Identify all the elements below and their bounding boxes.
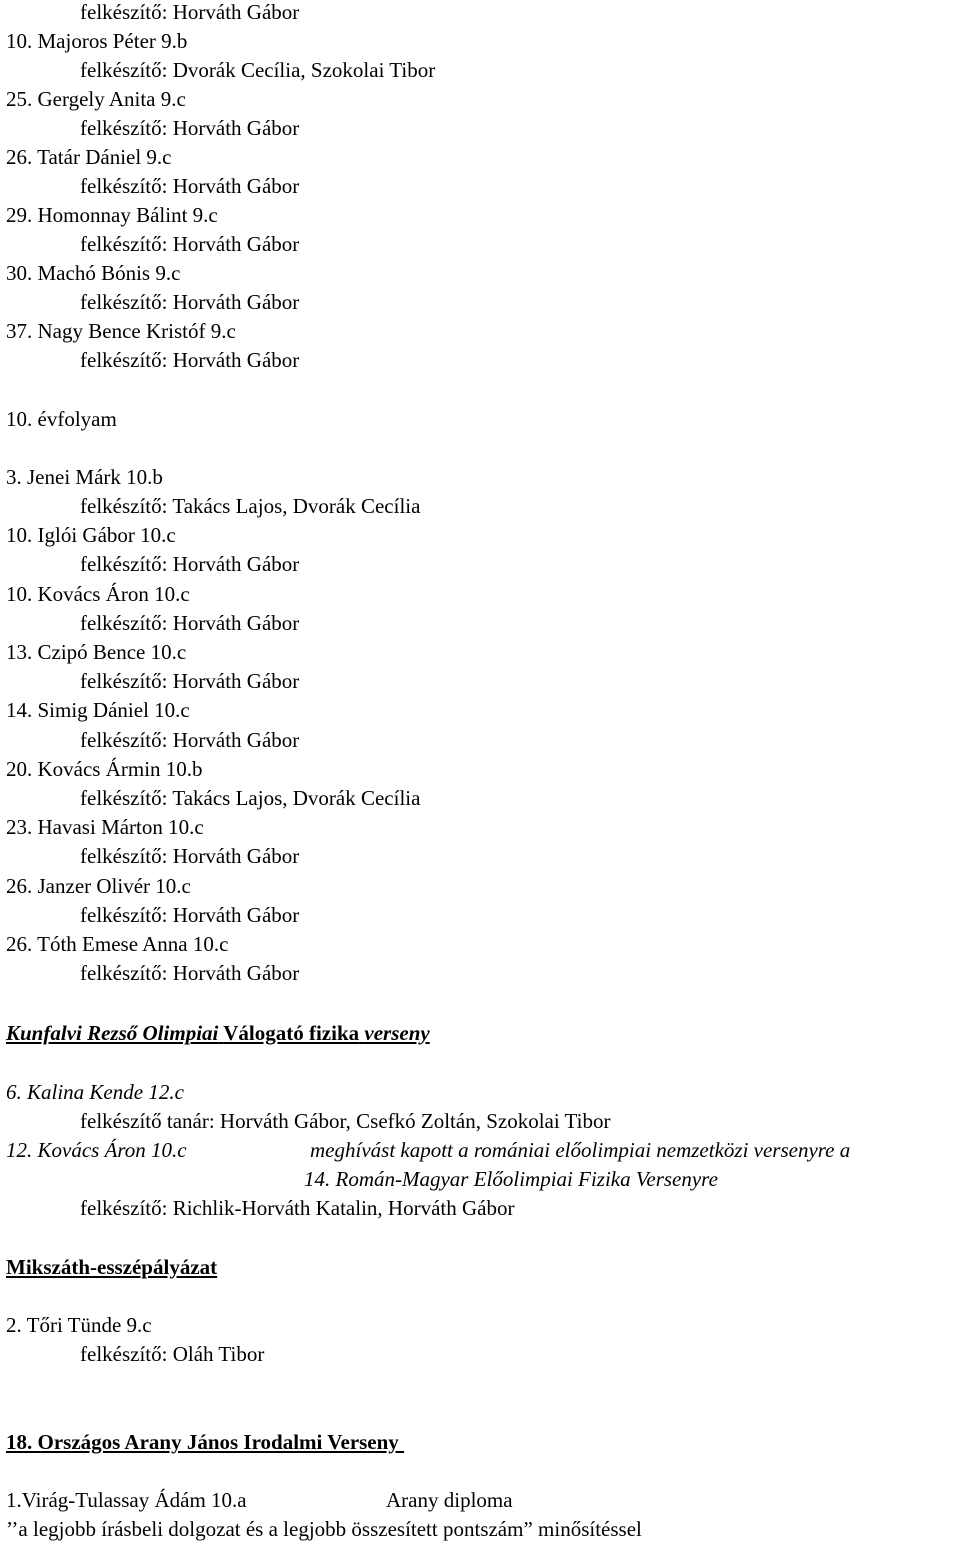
result-entry: 14. Simig Dániel 10.c bbox=[6, 698, 190, 722]
result-entry-with-note bbox=[6, 1138, 960, 1164]
result-entry: 26. Tatár Dániel 9.c bbox=[6, 145, 172, 169]
section-heading-mikszath: Mikszáth-esszépályázat bbox=[6, 1255, 218, 1279]
section-heading-kunfalvi bbox=[6, 1021, 430, 1047]
teacher-line: felkészítő: Horváth Gábor bbox=[80, 552, 300, 576]
section-heading-arany: 18. Országos Arany János Irodalmi Verseny bbox=[6, 1430, 405, 1454]
teacher-line: felkészítő: Dvorák Cecília, Szokolai Tibor bbox=[80, 58, 436, 82]
heading-part: verseny bbox=[364, 1021, 430, 1045]
result-entry: 30. Machó Bónis 9.c bbox=[6, 261, 181, 285]
section-heading-grade10: 10. évfolyam bbox=[6, 407, 117, 431]
teacher-line: felkészítő: Horváth Gábor bbox=[80, 961, 300, 985]
result-entry: 10. Iglói Gábor 10.c bbox=[6, 523, 176, 547]
award-note: ’’a legjobb írásbeli dolgozat és a legjobb összesített pontszám” minősítéssel bbox=[6, 1517, 642, 1541]
teacher-line: felkészítő: Horváth Gábor bbox=[80, 116, 300, 140]
invitation-note-continued: 14. Román-Magyar Előolimpiai Fizika Versenyre bbox=[304, 1167, 718, 1191]
invitation-note: meghívást kapott a romániai előolimpiai nemzetközi versenyre a bbox=[310, 1138, 851, 1162]
result-entry: 20. Kovács Ármin 10.b bbox=[6, 757, 203, 781]
teacher-line: felkészítő: Horváth Gábor bbox=[80, 903, 300, 927]
heading-part: Válogató fizika bbox=[223, 1021, 360, 1045]
result-entry: 10. Kovács Áron 10.c bbox=[6, 582, 190, 606]
teacher-line: felkészítő: Richlik-Horváth Katalin, Horváth Gábor bbox=[80, 1196, 515, 1220]
teacher-line: felkészítő: Oláh Tibor bbox=[80, 1342, 265, 1366]
result-entry: 3. Jenei Márk 10.b bbox=[6, 465, 163, 489]
result-entry: 10. Majoros Péter 9.b bbox=[6, 29, 188, 53]
teacher-line: felkészítő: Horváth Gábor bbox=[80, 728, 300, 752]
award-entry bbox=[6, 1488, 606, 1514]
teacher-line: felkészítő: Horváth Gábor bbox=[80, 611, 300, 635]
teacher-line: felkészítő: Horváth Gábor bbox=[80, 669, 300, 693]
award-label: Arany diploma bbox=[386, 1488, 513, 1512]
result-entry: 25. Gergely Anita 9.c bbox=[6, 87, 186, 111]
result-entry: 6. Kalina Kende 12.c bbox=[6, 1080, 184, 1104]
result-entry: 1.Virág-Tulassay Ádám 10.a bbox=[6, 1488, 247, 1512]
result-entry: 23. Havasi Márton 10.c bbox=[6, 815, 204, 839]
result-entry: 13. Czipó Bence 10.c bbox=[6, 640, 187, 664]
result-entry: 12. Kovács Áron 10.c bbox=[6, 1138, 187, 1162]
teacher-line: felkészítő tanár: Horváth Gábor, Csefkó Zoltán, Szokolai Tibor bbox=[80, 1109, 611, 1133]
teacher-line: felkészítő: Horváth Gábor bbox=[80, 844, 300, 868]
heading-part: Kunfalvi Rezső Olimpiai bbox=[6, 1021, 219, 1045]
teacher-line: felkészítő: Horváth Gábor bbox=[80, 348, 300, 372]
result-entry: 29. Homonnay Bálint 9.c bbox=[6, 203, 218, 227]
teacher-line: felkészítő: Takács Lajos, Dvorák Cecília bbox=[80, 494, 421, 518]
teacher-line: felkészítő: Horváth Gábor bbox=[80, 174, 300, 198]
result-entry: 37. Nagy Bence Kristóf 9.c bbox=[6, 319, 236, 343]
teacher-line: felkészítő: Takács Lajos, Dvorák Cecília bbox=[80, 786, 421, 810]
teacher-line: felkészítő: Horváth Gábor bbox=[80, 0, 300, 24]
result-entry: 2. Tőri Tünde 9.c bbox=[6, 1313, 152, 1337]
result-entry: 26. Tóth Emese Anna 10.c bbox=[6, 932, 229, 956]
teacher-line: felkészítő: Horváth Gábor bbox=[80, 290, 300, 314]
teacher-line: felkészítő: Horváth Gábor bbox=[80, 232, 300, 256]
result-entry: 26. Janzer Olivér 10.c bbox=[6, 874, 191, 898]
